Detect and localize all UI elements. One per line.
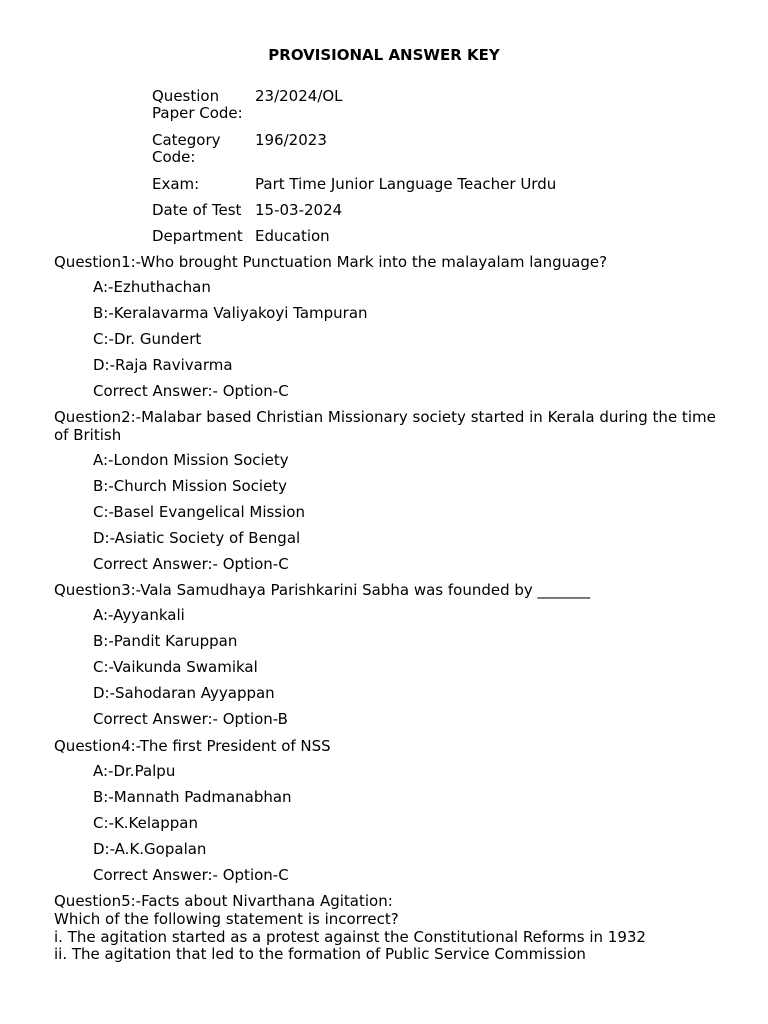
meta-row: [152, 176, 556, 202]
option-d: D:-Raja Ravivarma: [93, 356, 233, 374]
meta-value: 15-03-2024: [255, 201, 343, 219]
meta-key: Exam:: [152, 175, 200, 193]
correct-answer: Correct Answer:- Option-B: [93, 710, 288, 728]
statement-ii: ii. The agitation that led to the formation of Public Service Commission: [54, 945, 586, 963]
meta-value: 23/2024/OL: [255, 87, 343, 105]
option-b: B:-Mannath Padmanabhan: [93, 788, 292, 806]
page-title: PROVISIONAL ANSWER KEY: [268, 46, 500, 64]
question-text-line: Which of the following statement is incorrect?: [54, 910, 399, 928]
question-text: Question5:-Facts about Nivarthana Agitation:: [54, 892, 393, 910]
meta-row: [152, 228, 556, 254]
option-b: B:-Church Mission Society: [93, 477, 288, 495]
meta-key: Date of Test: [152, 201, 242, 219]
option-a: A:-Dr.Palpu: [93, 762, 176, 780]
question-text: Question1:-Who brought Punctuation Mark into the malayalam language?: [54, 253, 608, 271]
option-c: C:-K.Kelappan: [93, 814, 198, 832]
meta-value: Education: [255, 227, 330, 245]
meta-row: [152, 132, 556, 176]
option-d: D:-A.K.Gopalan: [93, 840, 207, 858]
correct-answer: Correct Answer:- Option-C: [93, 555, 289, 573]
exam-details-table: [152, 88, 556, 254]
meta-key: Department: [152, 227, 243, 245]
question-text: Question2:-Malabar based Christian Missionary society started in Kerala during the time of British: [54, 408, 716, 444]
correct-answer: Correct Answer:- Option-C: [93, 866, 289, 884]
option-d: D:-Sahodaran Ayyappan: [93, 684, 275, 702]
option-c: C:-Basel Evangelical Mission: [93, 503, 305, 521]
correct-answer: Correct Answer:- Option-C: [93, 382, 289, 400]
option-b: B:-Pandit Karuppan: [93, 632, 238, 650]
option-c: C:-Dr. Gundert: [93, 330, 202, 348]
option-d: D:-Asiatic Society of Bengal: [93, 529, 301, 547]
meta-key: Category Code:: [152, 131, 221, 166]
meta-row: [152, 88, 556, 132]
question-text: Question4:-The first President of NSS: [54, 737, 331, 755]
meta-row: [152, 202, 556, 228]
meta-key: Question Paper Code:: [152, 87, 243, 122]
option-a: A:-Ezhuthachan: [93, 278, 211, 296]
statement-i: i. The agitation started as a protest against the Constitutional Reforms in 1932: [54, 928, 646, 946]
meta-value: Part Time Junior Language Teacher Urdu: [255, 175, 557, 193]
option-c: C:-Vaikunda Swamikal: [93, 658, 258, 676]
option-a: A:-Ayyankali: [93, 606, 185, 624]
meta-value: 196/2023: [255, 131, 327, 149]
option-b: B:-Keralavarma Valiyakoyi Tampuran: [93, 304, 368, 322]
option-a: A:-London Mission Society: [93, 451, 289, 469]
question-text: Question3:-Vala Samudhaya Parishkarini Sabha was founded by _______: [54, 581, 591, 599]
